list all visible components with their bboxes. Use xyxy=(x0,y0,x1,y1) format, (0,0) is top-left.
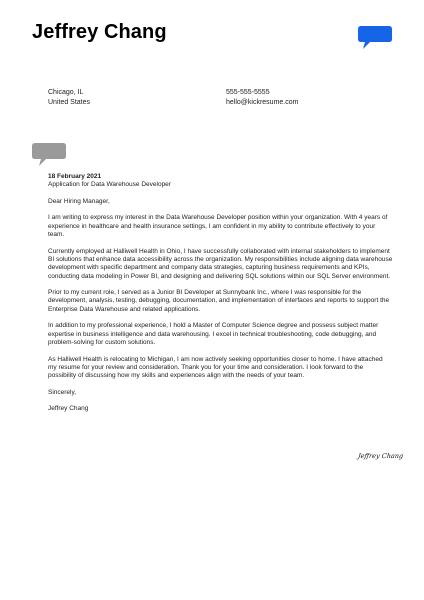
city-text: Chicago, IL xyxy=(48,89,84,96)
paragraph-closing: As Halliwell Health is relocating to Michigan, I am now actively seeking opportunities closer to home. I have attached my resume for your review and consideration. Thank you for your time and consideration. I look forward to the possibility of discussing how my skills and experiences align with the needs of your team. xyxy=(48,355,383,380)
letter-body xyxy=(48,173,393,414)
email-link[interactable]: hello@kickresume.com xyxy=(226,98,299,106)
paragraph-current-role: Currently employed at Halliwell Health in Ohio, I have successfully collaborated with internal stakeholders to implement BI solutions that enhance data accessibility across the organization. My responsibilities include aligning data warehouse development with specific department and company data strategies, capturing business requirements and KPIs, conducting data modeling in Power BI, and designing and delivering SQL solutions within our SQL Server environment. xyxy=(48,247,393,280)
paragraph-intro: I am writing to express my interest in the Data Warehouse Developer position within your organization. With 4 years of experience in healthcare and health insurance settings, I am confident in my ability to contribute effectively to your team. xyxy=(48,214,388,239)
quote-bubble-icon xyxy=(32,143,66,167)
contact-location xyxy=(48,88,90,107)
salutation: Dear Hiring Manager, xyxy=(48,197,110,205)
handwritten-signature: Jeffrey Chang xyxy=(357,452,404,460)
closing-phrase: Sincerely, xyxy=(48,388,77,396)
speech-bubble-icon xyxy=(358,26,392,50)
contact-details xyxy=(226,88,298,107)
letter-subject: Application for Data Warehouse Developer xyxy=(48,181,171,189)
letter-date: 18 February 2021 xyxy=(48,173,102,180)
phone-text: 555-555-5555 xyxy=(226,89,270,96)
paragraph-education: In addition to my professional experience, I hold a Master of Computer Science degree and possess subject matter expertise in business intelligence and data warehousing. I excel in technical troubleshooting, code debugging, and problem-solving for custom solutions. xyxy=(48,322,379,346)
paragraph-prior-role: Prior to my current role, I served as a Junior BI Developer at Sunnybank Inc., where I was responsible for the development, analysis, testing, debugging, documentation, and implementation of interfaces and reports to support the Enterprise Data Warehouse and related applications. xyxy=(48,289,390,313)
applicant-name: Jeffrey Chang xyxy=(32,21,167,43)
signer-name: Jeffrey Chang xyxy=(48,405,89,413)
country-text: United States xyxy=(48,98,91,106)
